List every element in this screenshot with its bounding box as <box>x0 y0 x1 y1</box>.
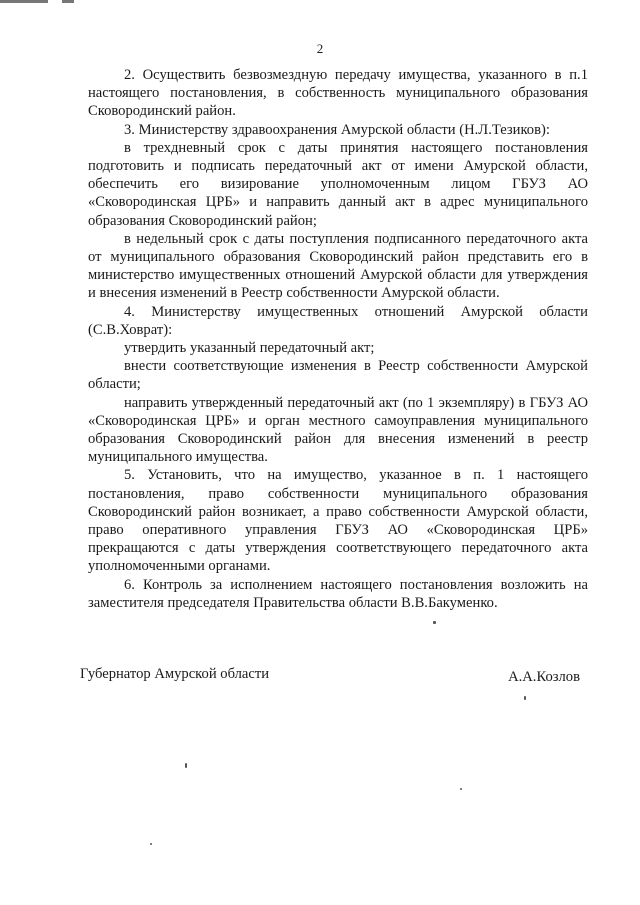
scan-mark <box>62 0 74 3</box>
document-body <box>88 66 588 612</box>
paragraph-3: 3. Министерству здравоохранения Амурской области (Н.Л.Тезиков): <box>124 121 550 138</box>
scan-mark <box>0 0 48 3</box>
page-number: 2 <box>316 41 324 56</box>
paragraph-4-item-3: направить утвержденный передаточный акт (по 1 экземпляру) в ГБУЗ АО «Сковородинская ЦРБ» и орган местного самоуправления муниципального образования Сковородинский район для внесения изменений в реестр муниципального имущества. <box>88 394 588 466</box>
scan-speck <box>150 843 152 845</box>
scan-speck <box>524 696 526 700</box>
paragraph-4-item-1: утвердить указанный передаточный акт; <box>124 340 375 357</box>
scan-speck <box>433 621 436 624</box>
paragraph-3-item-1: в трехдневный срок с даты принятия настоящего постановления подготовить и подписать передаточный акт от имени Амурской области, обеспечить его визирование уполномоченным лицом ГБУЗ АО «Сковородинская ЦРБ» и направить данный акт в адрес муниципального образования Сковородинский район; <box>88 139 588 229</box>
scan-speck <box>460 788 462 790</box>
paragraph-4: 4. Министерству имущественных отношений Амурской области (С.В.Ховрат): <box>88 303 588 338</box>
signature-block <box>80 666 580 686</box>
signatory-name: А.А.Козлов <box>508 669 580 685</box>
paragraph-3-item-2: в недельный срок с даты поступления подписанного передаточного акта от муниципального образования Сковородинский район представить его в министерство имущественных отношений Амурской области для утверждения и внесения изменений в Реестр собственности Амурской области. <box>88 230 588 302</box>
paragraph-2: 2. Осуществить безвозмездную передачу имущества, указанного в п.1 настоящего постановления, в собственность муниципального образования Сковородинский район. <box>88 67 588 120</box>
paragraph-5: 5. Установить, что на имущество, указанное в п. 1 настоящего постановления, право собственности муниципального образования Сковородинский район возникает, а право собственности Амурской области, право оперативного управления ГБУЗ АО «Сковородинская ЦРБ» прекращаются с даты утверждения соответствующего передаточного акта уполномоченными органами. <box>88 467 588 575</box>
paragraph-4-item-2: внести соответствующие изменения в Реестр собственности Амурской области; <box>88 358 588 393</box>
scan-top-marks <box>0 0 640 6</box>
signatory-position: Губернатор Амурской области <box>80 666 270 682</box>
scan-speck <box>185 763 187 768</box>
paragraph-6: 6. Контроль за исполнением настоящего постановления возложить на заместителя председателя Правительства области В.В.Бакуменко. <box>88 576 588 611</box>
